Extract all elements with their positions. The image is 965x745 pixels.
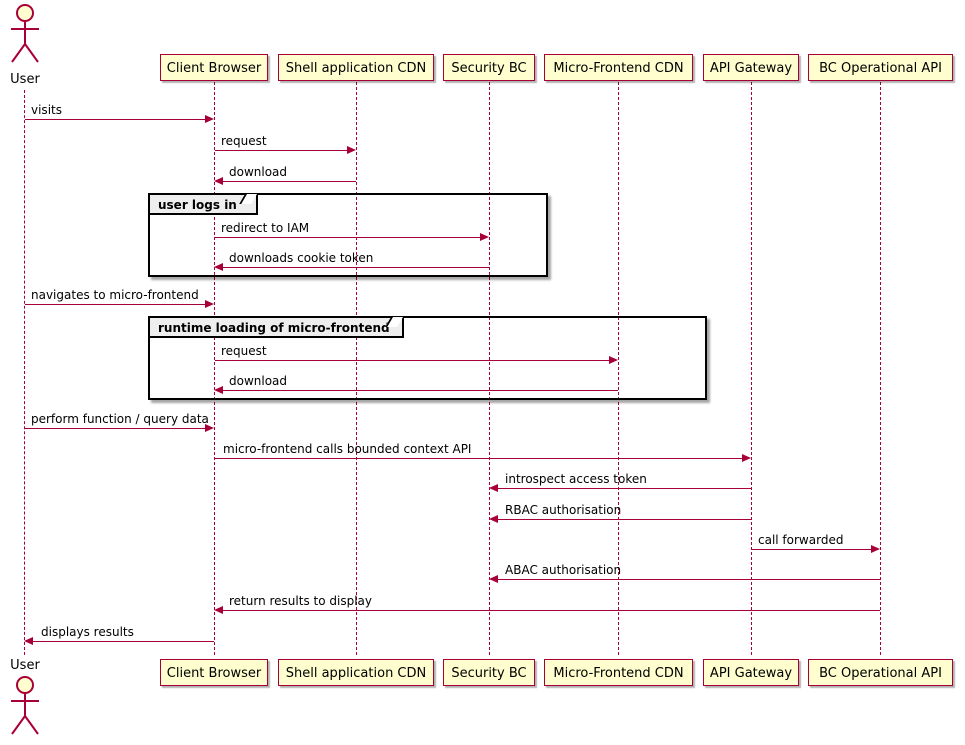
actor-label-bottom: User: [10, 658, 40, 673]
message-line-rbac-authorisation: [498, 519, 751, 520]
message-label-download-shell: download: [229, 165, 288, 179]
actor-icon-top: [8, 4, 42, 68]
message-line-download-shell: [223, 181, 356, 182]
message-label-visits: visits: [31, 103, 62, 117]
message-arrow-displays-results: [24, 637, 33, 645]
group-label-runtime-loading: runtime loading of micro-frontend: [150, 318, 404, 338]
message-line-download-mfe: [223, 390, 618, 391]
message-label-rbac-authorisation: RBAC authorisation: [505, 503, 622, 517]
message-line-visits: [25, 119, 205, 120]
participant-micro-frontend-cdn-top[interactable]: Micro-Frontend CDN: [544, 54, 693, 81]
message-line-request-mfe: [215, 360, 609, 361]
message-line-redirect-to-iam: [215, 237, 480, 238]
participant-bc-operational-api-bottom[interactable]: BC Operational API: [808, 659, 953, 686]
message-arrow-navigates-to-micro-frontend: [205, 300, 214, 308]
message-label-perform-function: perform function / query data: [31, 412, 209, 426]
participant-bc-operational-api-top[interactable]: BC Operational API: [808, 54, 953, 81]
actor-label-top: User: [10, 72, 40, 87]
participant-api-gateway-bottom[interactable]: API Gateway: [703, 659, 799, 686]
lifeline-user: [24, 90, 25, 655]
message-label-request-mfe: request: [221, 344, 267, 358]
message-arrow-return-results: [214, 606, 223, 614]
message-arrow-call-forwarded: [871, 545, 880, 553]
message-arrow-rbac-authorisation: [489, 515, 498, 523]
message-label-downloads-cookie-token: downloads cookie token: [229, 251, 374, 265]
message-arrow-download-mfe: [214, 386, 223, 394]
message-line-call-forwarded: [752, 549, 871, 550]
message-line-return-results: [223, 610, 880, 611]
message-label-call-forwarded: call forwarded: [758, 533, 844, 547]
message-arrow-visits: [205, 115, 214, 123]
message-arrow-download-shell: [214, 177, 223, 185]
participant-client-browser-bottom[interactable]: Client Browser: [160, 659, 268, 686]
participant-security-bc-top[interactable]: Security BC: [443, 54, 535, 81]
message-arrow-redirect-to-iam: [480, 233, 489, 241]
message-line-displays-results: [33, 641, 214, 642]
message-label-mfe-calls-bc-api: micro-frontend calls bounded context API: [223, 442, 472, 456]
participant-api-gateway-top[interactable]: API Gateway: [703, 54, 799, 81]
actor-icon-bottom: [8, 676, 42, 740]
message-arrow-request-shell: [347, 146, 356, 154]
message-label-return-results: return results to display: [229, 594, 372, 608]
message-line-abac-authorisation: [498, 579, 880, 580]
message-line-navigates-to-micro-frontend: [25, 304, 205, 305]
message-label-abac-authorisation: ABAC authorisation: [505, 563, 622, 577]
participant-client-browser-top[interactable]: Client Browser: [160, 54, 268, 81]
message-arrow-introspect-access-token: [489, 484, 498, 492]
message-line-introspect-access-token: [498, 488, 751, 489]
participant-micro-frontend-cdn-bottom[interactable]: Micro-Frontend CDN: [544, 659, 693, 686]
message-arrow-request-mfe: [609, 356, 618, 364]
message-line-downloads-cookie-token: [223, 267, 489, 268]
lifeline-api-gateway: [751, 82, 752, 655]
message-line-mfe-calls-bc-api: [215, 458, 742, 459]
participant-shell-application-cdn-bottom[interactable]: Shell application CDN: [278, 659, 434, 686]
message-line-perform-function: [25, 428, 205, 429]
message-arrow-abac-authorisation: [489, 575, 498, 583]
message-label-introspect-access-token: introspect access token: [505, 472, 647, 486]
message-arrow-mfe-calls-bc-api: [742, 454, 751, 462]
message-label-redirect-to-iam: redirect to IAM: [221, 221, 310, 235]
participant-security-bc-bottom[interactable]: Security BC: [443, 659, 535, 686]
message-label-download-mfe: download: [229, 374, 288, 388]
message-label-request-shell: request: [221, 134, 267, 148]
participant-shell-application-cdn-top[interactable]: Shell application CDN: [278, 54, 434, 81]
message-line-request-shell: [215, 150, 347, 151]
lifeline-bc-operational-api: [880, 82, 881, 655]
message-label-navigates-to-micro-frontend: navigates to micro-frontend: [31, 288, 199, 302]
message-label-displays-results: displays results: [41, 625, 134, 639]
group-label-user-logs-in: user logs in: [150, 195, 258, 215]
message-arrow-downloads-cookie-token: [214, 263, 223, 271]
